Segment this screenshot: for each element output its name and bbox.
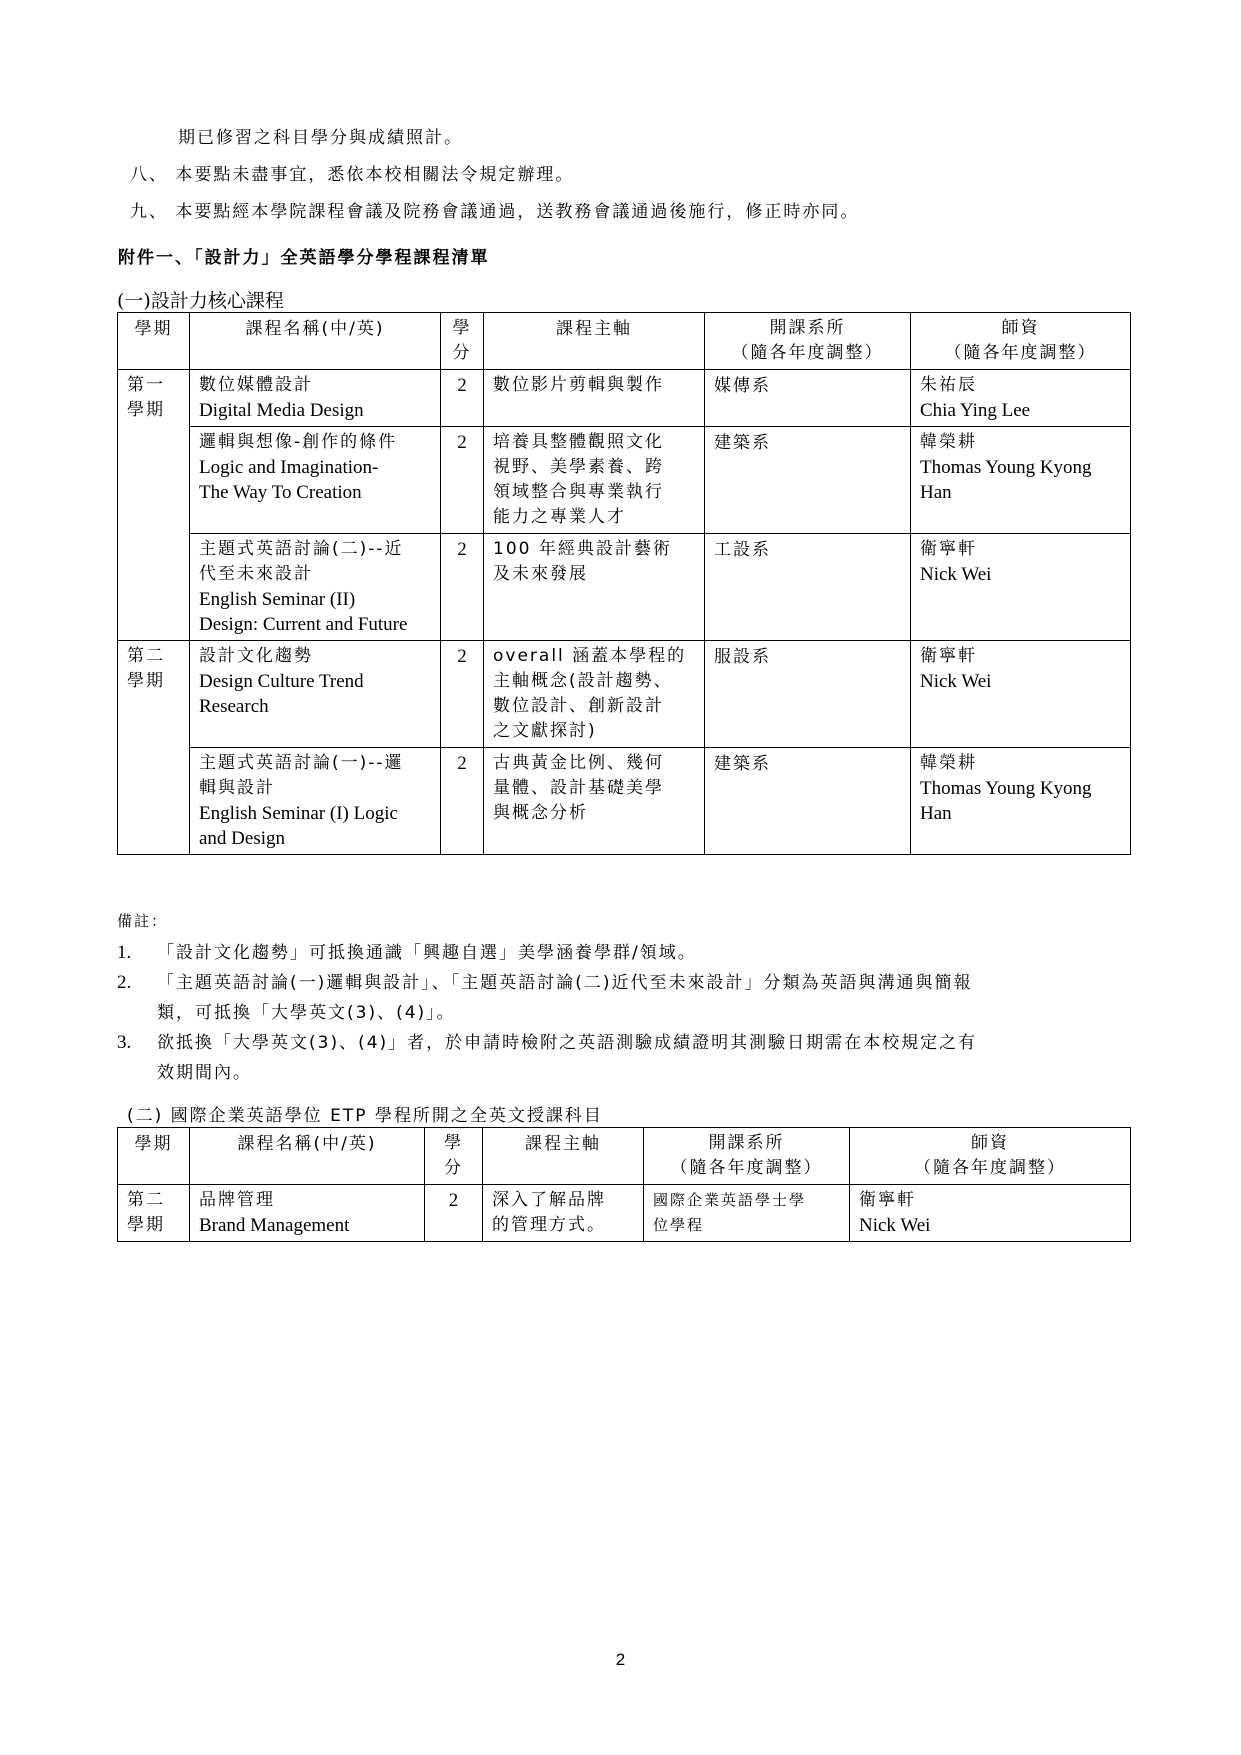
credit-cell: 2 [441, 534, 484, 641]
header-term: 學期 [118, 1128, 190, 1185]
credit-cell: 2 [441, 748, 484, 855]
course-name-cell: 主題式英語討論(一)--邏 輯與設計 English Seminar (I) Logic and Design [190, 748, 441, 855]
teacher-cell: 衛寧軒 Nick Wei [911, 641, 1131, 748]
note-item: 1. 「設計文化趨勢」可抵換通識「興趣自選」美學涵養學群/領域。 [117, 942, 697, 963]
paragraph-item-8: 八、 本要點未盡事宜，悉依本校相關法令規定辦理。 [130, 165, 575, 185]
note-item: 3. 欲抵換「大學英文(3)、(4)」者，於申請時檢附之英語測驗成績證明其測驗日期需在本校規定之有 效期間內。 [117, 1032, 978, 1083]
header-department: 開課系所 （隨各年度調整） [705, 313, 911, 370]
table2-caption: (二) 國際企業英語學位 ETP 學程所開之全英文授課科目 [127, 1106, 603, 1126]
header-teacher: 師資 （隨各年度調整） [911, 313, 1131, 370]
axis-cell: 數位影片剪輯與製作 [484, 370, 705, 427]
etp-course-table [117, 1127, 1131, 1242]
table-header-row [118, 1128, 1131, 1185]
course-name-cell: 主題式英語討論(二)--近 代至未來設計 English Seminar (II) Design: Current and Future [190, 534, 441, 641]
table-row [118, 427, 1131, 534]
term-cell: 第一 學期 [118, 370, 190, 641]
header-credit: 學 分 [425, 1128, 483, 1185]
axis-cell: overall 涵蓋本學程的 主軸概念(設計趨勢、 數位設計、創新設計 之文獻探討) [484, 641, 705, 748]
credit-cell: 2 [441, 370, 484, 427]
table-header-row [118, 313, 1131, 370]
paragraph-continuation: 期已修習之科目學分與成績照計。 [178, 128, 463, 148]
teacher-cell: 衛寧軒 Nick Wei [911, 534, 1131, 641]
teacher-cell: 韓榮耕 Thomas Young Kyong Han [911, 748, 1131, 855]
table-row [118, 534, 1131, 641]
credit-cell: 2 [425, 1185, 483, 1242]
teacher-cell: 朱祐辰 Chia Ying Lee [911, 370, 1131, 427]
teacher-cell: 韓榮耕 Thomas Young Kyong Han [911, 427, 1131, 534]
credit-cell: 2 [441, 427, 484, 534]
notes-list [117, 938, 1130, 1088]
page-number: 2 [615, 1650, 626, 1669]
paragraph-item-9: 九、 本要點經本學院課程會議及院務會議通過，送教務會議通過後施行，修正時亦同。 [130, 202, 860, 222]
header-axis: 課程主軸 [484, 313, 705, 370]
header-teacher: 師資 （隨各年度調整） [850, 1128, 1131, 1185]
department-cell: 國際企業英語學士學 位學程 [644, 1185, 850, 1242]
header-course-name: 課程名稱(中/英) [190, 1128, 425, 1185]
header-axis: 課程主軸 [483, 1128, 644, 1185]
header-department: 開課系所 （隨各年度調整） [644, 1128, 850, 1185]
department-cell: 工設系 [705, 534, 911, 641]
term-cell: 第二 學期 [118, 1185, 190, 1242]
appendix-heading: 附件一、「設計力」全英語學分學程課程清單 [118, 248, 490, 268]
course-name-cell: 邏輯與想像-創作的條件 Logic and Imagination- The Way To Creation [190, 427, 441, 534]
table-row [118, 370, 1131, 427]
header-credit: 學 分 [441, 313, 484, 370]
teacher-cell: 衛寧軒 Nick Wei [850, 1185, 1131, 1242]
term-cell: 第二 學期 [118, 641, 190, 855]
table-row [118, 641, 1131, 748]
axis-cell: 100 年經典設計藝術 及未來發展 [484, 534, 705, 641]
table-row [118, 1185, 1131, 1242]
department-cell: 建築系 [705, 748, 911, 855]
table1-caption: (一)設計力核心課程 [117, 290, 284, 312]
department-cell: 服設系 [705, 641, 911, 748]
credit-cell: 2 [441, 641, 484, 748]
department-cell: 建築系 [705, 427, 911, 534]
department-cell: 媒傳系 [705, 370, 911, 427]
table-row [118, 748, 1131, 855]
axis-cell: 培養具整體觀照文化 視野、美學素養、跨 領域整合與專業執行 能力之專業人才 [484, 427, 705, 534]
course-name-cell: 品牌管理 Brand Management [190, 1185, 425, 1242]
course-name-cell: 設計文化趨勢 Design Culture Trend Research [190, 641, 441, 748]
axis-cell: 深入了解品牌 的管理方式。 [483, 1185, 644, 1242]
notes-title: 備註： [117, 912, 169, 930]
course-name-cell: 數位媒體設計 Digital Media Design [190, 370, 441, 427]
note-item: 2. 「主題英語討論(一)邏輯與設計」、「主題英語討論(二)近代至未來設計」分類為英語與溝通與簡報 類，可抵換「大學英文(3)、(4)」。 [117, 972, 973, 1023]
header-course-name: 課程名稱(中/英) [190, 313, 441, 370]
core-course-table [117, 312, 1131, 855]
header-term: 學期 [118, 313, 190, 370]
axis-cell: 古典黃金比例、幾何 量體、設計基礎美學 與概念分析 [484, 748, 705, 855]
